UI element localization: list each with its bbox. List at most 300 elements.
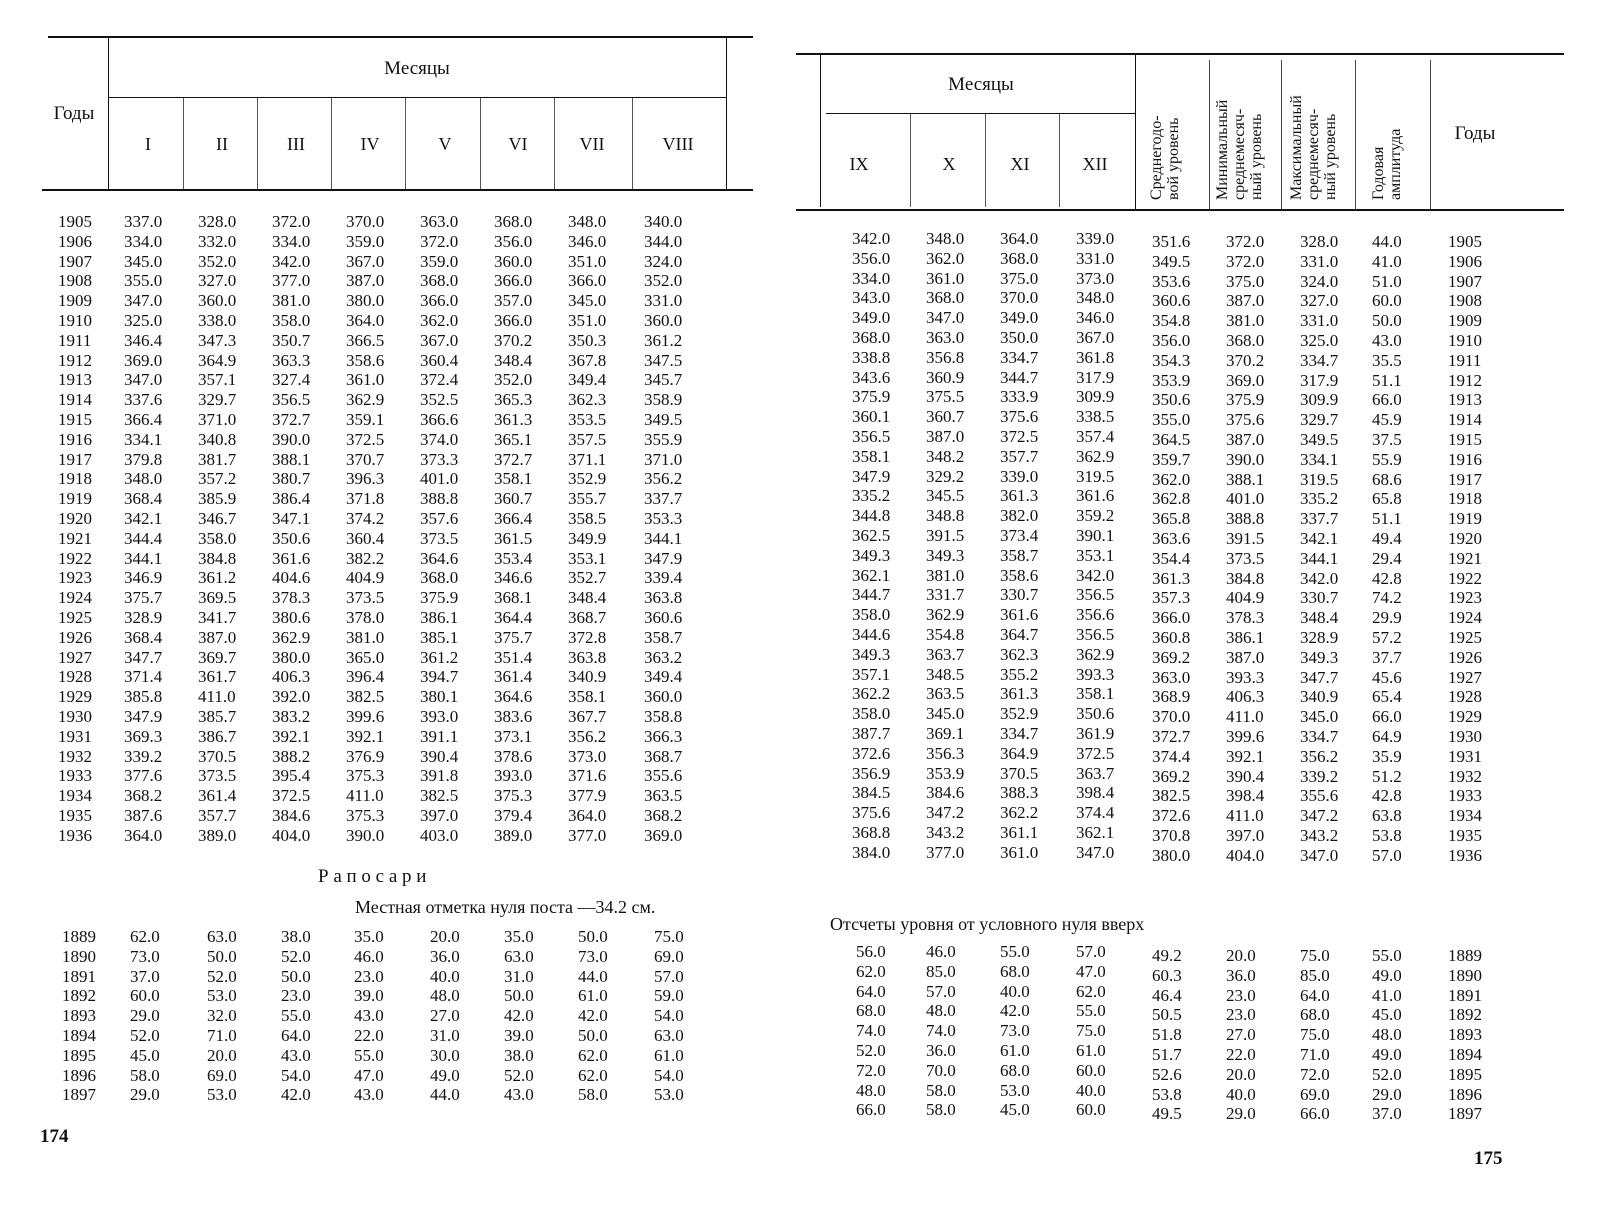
table-cell: 50.0 <box>207 946 237 966</box>
table-cell: 361.2 <box>420 647 459 667</box>
table-cell: 362.0 <box>1152 469 1191 489</box>
table-row-year: 1914 <box>58 390 92 410</box>
table-cell: 331.0 <box>644 291 683 311</box>
table-row-year: 1933 <box>1448 786 1482 806</box>
table-cell: 368.2 <box>124 786 163 806</box>
table-cell: 378.0 <box>346 608 385 627</box>
table-cell: 368.9 <box>1152 687 1191 707</box>
table-cell: 329.7 <box>198 390 237 410</box>
table-cell: 382.5 <box>420 786 459 806</box>
table-cell: 362.0 <box>926 248 965 268</box>
table-cell: 29.0 <box>1372 1084 1402 1104</box>
table-row-year: 1930 <box>58 707 92 726</box>
table-cell: 348.0 <box>926 229 965 248</box>
table-cell: 360.4 <box>420 350 459 370</box>
table-cell: 370.8 <box>1152 826 1191 845</box>
table-cell: 64.0 <box>856 981 886 1001</box>
table-cell: 365.8 <box>1152 509 1191 529</box>
table-row-year: 1924 <box>1448 608 1482 628</box>
table-cell: 47.0 <box>354 1065 384 1085</box>
table-cell: 340.9 <box>1300 687 1339 707</box>
table-cell: 369.0 <box>124 350 163 370</box>
table-cell: 349.3 <box>852 545 891 565</box>
table-cell: 382.0 <box>1000 506 1039 526</box>
table-cell: 369.3 <box>124 726 163 746</box>
table-cell: 51.8 <box>1152 1025 1182 1045</box>
table-cell: 324.0 <box>644 251 683 271</box>
table-cell: 344.0 <box>644 231 683 251</box>
table-cell: 353.9 <box>1152 370 1191 390</box>
table-cell: 347.2 <box>926 803 965 823</box>
table-cell: 390.0 <box>346 825 385 845</box>
table-cell: 373.5 <box>346 588 385 608</box>
table-cell: 355.7 <box>568 489 607 509</box>
table-cell: 375.6 <box>852 803 891 823</box>
table-row-year: 1917 <box>1448 469 1482 489</box>
table-cell: 387.7 <box>852 724 891 743</box>
table-cell: 387.6 <box>124 806 163 825</box>
table-cell: 347.0 <box>1300 845 1339 865</box>
table-cell: 50.5 <box>1152 1005 1182 1025</box>
table-cell: 334.0 <box>272 231 311 251</box>
table-cell: 356.9 <box>852 763 891 783</box>
table-cell: 43.0 <box>504 1085 534 1105</box>
table-cell: 35.5 <box>1372 350 1402 370</box>
table-cell: 53.0 <box>654 1085 684 1105</box>
table-cell: 361.6 <box>1000 605 1039 625</box>
table-cell: 357.5 <box>568 429 607 449</box>
table-cell: 340.0 <box>644 212 683 231</box>
table-cell: 361.0 <box>346 370 385 390</box>
table-cell: 50.0 <box>281 966 311 986</box>
table-cell: 348.4 <box>494 350 533 370</box>
table-cell: 20.0 <box>1226 946 1256 965</box>
table-cell: 353.6 <box>1152 271 1191 291</box>
table-cell: 348.4 <box>568 588 607 608</box>
table-cell: 53.0 <box>207 986 237 1006</box>
top-rule <box>796 53 1564 55</box>
table-cell: 354.4 <box>1152 548 1191 568</box>
table-cell: 69.0 <box>207 1065 237 1085</box>
table-cell: 377.6 <box>124 766 163 786</box>
table-cell: 358.0 <box>852 704 891 724</box>
table-cell: 53.0 <box>1000 1080 1030 1100</box>
table-cell: 358.6 <box>346 350 385 370</box>
table-cell: 366.0 <box>568 271 607 291</box>
table-cell: 388.3 <box>1000 783 1039 803</box>
table-cell: 57.0 <box>1076 942 1106 961</box>
table-cell: 352.0 <box>198 251 237 271</box>
table-cell: 35.0 <box>354 927 384 946</box>
table-cell: 381.0 <box>926 565 965 585</box>
table-cell: 29.9 <box>1372 608 1402 628</box>
table-cell: 358.7 <box>1000 545 1039 565</box>
table-cell: 382.2 <box>346 548 385 568</box>
table-cell: 388.8 <box>1226 509 1265 529</box>
month-divider <box>480 98 481 189</box>
table-cell: 375.3 <box>494 786 533 806</box>
table-cell: 376.9 <box>346 746 385 766</box>
table-cell: 368.0 <box>494 212 533 231</box>
table-cell: 338.0 <box>198 311 237 330</box>
table-cell: 45.0 <box>1000 1100 1030 1120</box>
table-cell: 366.0 <box>420 291 459 311</box>
table-cell: 364.0 <box>1000 229 1039 248</box>
table-cell: 60.0 <box>1076 1060 1106 1080</box>
table-cell: 362.2 <box>852 684 891 704</box>
table-cell: 345.0 <box>1300 707 1339 727</box>
table-cell: 69.0 <box>1300 1084 1330 1104</box>
table-cell: 361.7 <box>198 667 237 687</box>
table-row-year: 1914 <box>1448 410 1482 430</box>
table-cell: 371.0 <box>198 410 237 429</box>
table-cell: 391.5 <box>1226 529 1265 548</box>
table-cell: 362.9 <box>272 627 311 647</box>
table-cell: 373.3 <box>420 449 459 469</box>
table-cell: 344.7 <box>852 585 891 605</box>
table-cell: 45.9 <box>1372 410 1402 430</box>
table-cell: 27.0 <box>430 1006 460 1026</box>
table-cell: 38.0 <box>504 1045 534 1065</box>
table-cell: 372.7 <box>272 410 311 429</box>
month-divider <box>985 114 986 207</box>
table-cell: 344.1 <box>124 548 163 568</box>
table-cell: 51.1 <box>1372 509 1402 529</box>
table-cell: 374.2 <box>346 509 385 528</box>
table-cell: 309.9 <box>1300 390 1339 410</box>
table-cell: 360.0 <box>644 687 683 707</box>
table-cell: 331.0 <box>1300 251 1339 271</box>
table-cell: 342.0 <box>272 251 311 271</box>
table-cell: 349.5 <box>1300 430 1339 449</box>
table-row-year: 1918 <box>1448 489 1482 509</box>
table-row-year: 1919 <box>1448 509 1482 529</box>
table-cell: 36.0 <box>430 946 460 966</box>
table-row-year: 1913 <box>1448 390 1482 410</box>
table-cell: 396.4 <box>346 667 385 687</box>
column-divider <box>1209 60 1210 209</box>
table-cell: 372.5 <box>1076 743 1115 763</box>
table-cell: 64.0 <box>281 1026 311 1045</box>
table-cell: 63.0 <box>654 1026 684 1045</box>
month-divider <box>632 98 633 189</box>
table-cell: 358.1 <box>852 446 891 466</box>
table-cell: 347.0 <box>926 308 965 328</box>
table-cell: 391.5 <box>926 526 965 545</box>
table-cell: 58.0 <box>926 1080 956 1100</box>
table-cell: 346.4 <box>124 330 163 350</box>
table-cell: 358.5 <box>568 509 607 528</box>
table-cell: 350.6 <box>1076 704 1115 724</box>
table-cell: 329.7 <box>1300 410 1339 430</box>
table-cell: 360.9 <box>926 367 965 387</box>
station-note: Местная отметка нуля поста —34.2 см. <box>355 897 656 917</box>
table-row-year: 1907 <box>1448 271 1482 291</box>
table-cell: 363.0 <box>420 212 459 231</box>
month-header-0: IX <box>849 154 869 174</box>
table-cell: 42.0 <box>578 1006 608 1026</box>
table-cell: 369.7 <box>198 647 237 667</box>
page-number: 174 <box>40 1126 69 1147</box>
table-cell: 85.0 <box>926 961 956 981</box>
table-cell: 45.0 <box>130 1045 160 1065</box>
table-cell: 378.3 <box>1226 608 1265 628</box>
table-cell: 52.0 <box>1372 1064 1402 1084</box>
table-cell: 330.7 <box>1300 588 1339 608</box>
table-cell: 349.0 <box>1000 308 1039 328</box>
table-cell: 360.0 <box>198 291 237 311</box>
table-cell: 30.0 <box>430 1045 460 1065</box>
table-cell: 328.0 <box>1300 232 1339 251</box>
table-cell: 50.0 <box>504 986 534 1006</box>
table-cell: 55.0 <box>1000 942 1030 961</box>
table-cell: 363.6 <box>1152 529 1191 548</box>
table-cell: 354.8 <box>926 625 965 644</box>
table-cell: 366.3 <box>644 726 683 746</box>
table-cell: 386.4 <box>272 489 311 509</box>
table-cell: 352.5 <box>420 390 459 410</box>
month-divider <box>1059 114 1060 207</box>
years-header: Годы <box>1454 123 1496 144</box>
table-cell: 375.9 <box>420 588 459 608</box>
table-cell: 350.7 <box>272 330 311 350</box>
table-cell: 368.0 <box>1000 248 1039 268</box>
table-cell: 362.9 <box>1076 446 1115 466</box>
table-cell: 42.0 <box>281 1085 311 1105</box>
table-cell: 49.0 <box>430 1065 460 1085</box>
table-cell: 345.5 <box>926 486 965 506</box>
table-cell: 368.0 <box>852 328 891 347</box>
table-row-year: 1933 <box>58 766 92 786</box>
table-cell: 380.0 <box>272 647 311 667</box>
table-cell: 52.0 <box>281 946 311 966</box>
table-cell: 395.4 <box>272 766 311 786</box>
table-cell: 349.3 <box>926 545 965 565</box>
table-cell: 398.4 <box>1076 783 1115 803</box>
table-cell: 346.9 <box>124 568 163 588</box>
table-cell: 357.7 <box>1000 446 1039 466</box>
table-cell: 370.7 <box>346 449 385 469</box>
table-cell: 345.0 <box>926 704 965 724</box>
table-cell: 317.9 <box>1300 370 1339 390</box>
table-row-year: 1925 <box>58 608 92 627</box>
table-cell: 55.0 <box>1076 1001 1106 1021</box>
table-cell: 48.0 <box>1372 1025 1402 1045</box>
table-cell: 20.0 <box>1226 1064 1256 1084</box>
table-row-year: 1892 <box>1448 1005 1482 1025</box>
header-bottom-rule <box>42 189 753 191</box>
table-cell: 73.0 <box>130 946 160 966</box>
table-cell: 372.6 <box>852 743 891 763</box>
table-cell: 387.0 <box>1226 291 1265 311</box>
table-cell: 22.0 <box>354 1026 384 1045</box>
table-cell: 309.9 <box>1076 387 1115 407</box>
table-cell: 403.0 <box>420 825 459 845</box>
table-cell: 337.0 <box>124 212 163 231</box>
table-cell: 317.9 <box>1076 367 1115 387</box>
table-cell: 54.0 <box>654 1006 684 1026</box>
table-row-year: 1925 <box>1448 628 1482 647</box>
table-cell: 342.0 <box>1300 568 1339 588</box>
months-right-border <box>726 38 727 189</box>
table-cell: 369.1 <box>926 724 965 743</box>
table-row-year: 1894 <box>62 1026 96 1045</box>
table-cell: 361.0 <box>926 268 965 288</box>
table-cell: 366.0 <box>494 311 533 330</box>
table-cell: 367.8 <box>568 350 607 370</box>
table-row-year: 1920 <box>58 509 92 528</box>
table-cell: 346.0 <box>568 231 607 251</box>
table-cell: 36.0 <box>1226 965 1256 985</box>
table-row-year: 1908 <box>1448 291 1482 311</box>
table-cell: 361.8 <box>1076 347 1115 367</box>
table-cell: 42.8 <box>1372 568 1402 588</box>
table-cell: 343.2 <box>1300 826 1339 845</box>
table-cell: 20.0 <box>430 927 460 946</box>
table-cell: 368.0 <box>420 271 459 291</box>
table-cell: 361.2 <box>198 568 237 588</box>
table-row-year: 1912 <box>58 350 92 370</box>
table-cell: 355.2 <box>1000 664 1039 684</box>
table-row-year: 1922 <box>58 548 92 568</box>
table-cell: 364.9 <box>1000 743 1039 763</box>
month-header-1: II <box>216 134 228 154</box>
table-cell: 35.9 <box>1372 746 1402 766</box>
table-cell: 391.1 <box>420 726 459 746</box>
table-cell: 370.0 <box>1152 707 1191 727</box>
table-cell: 355.0 <box>1152 410 1191 430</box>
table-cell: 29.0 <box>1226 1104 1256 1124</box>
table-cell: 347.9 <box>852 466 891 486</box>
table-cell: 406.3 <box>272 667 311 687</box>
table-cell: 20.0 <box>207 1045 237 1065</box>
table-cell: 373.0 <box>1076 268 1115 288</box>
table-cell: 57.0 <box>654 966 684 986</box>
left-page <box>0 0 790 1211</box>
table-cell: 350.0 <box>1000 328 1039 347</box>
table-row-year: 1906 <box>58 231 92 251</box>
table-cell: 66.0 <box>856 1100 886 1120</box>
max-level-header: Максимальный среднемесяч- ный уровень <box>1288 95 1339 200</box>
table-cell: 355.6 <box>1300 786 1339 806</box>
table-cell: 411.0 <box>346 786 384 806</box>
table-row-year: 1921 <box>1448 548 1482 568</box>
amplitude-header: Годовая амплитуда <box>1370 128 1404 200</box>
table-cell: 43.0 <box>354 1085 384 1105</box>
table-cell: 59.0 <box>654 986 684 1006</box>
table-cell: 44.0 <box>430 1085 460 1105</box>
table-cell: 404.6 <box>272 568 311 588</box>
table-cell: 338.5 <box>1076 407 1115 427</box>
table-row-year: 1889 <box>62 927 96 946</box>
table-cell: 379.4 <box>494 806 533 825</box>
table-cell: 342.1 <box>124 509 163 528</box>
table-cell: 44.0 <box>1372 232 1402 251</box>
table-cell: 68.0 <box>1300 1005 1330 1025</box>
table-cell: 375.7 <box>124 588 163 608</box>
table-cell: 347.3 <box>198 330 237 350</box>
table-cell: 348.8 <box>926 506 965 526</box>
table-cell: 364.0 <box>346 311 385 330</box>
table-cell: 385.7 <box>198 707 237 726</box>
table-cell: 58.0 <box>926 1100 956 1120</box>
table-cell: 51.0 <box>1372 271 1402 291</box>
table-cell: 371.4 <box>124 667 163 687</box>
table-cell: 377.0 <box>568 825 607 845</box>
table-cell: 61.0 <box>1000 1041 1030 1060</box>
table-cell: 362.9 <box>346 390 385 410</box>
table-cell: 358.0 <box>852 605 891 625</box>
table-cell: 75.0 <box>1076 1021 1106 1041</box>
table-cell: 361.0 <box>1000 842 1039 862</box>
table-cell: 348.0 <box>1076 288 1115 308</box>
table-cell: 57.0 <box>926 981 956 1001</box>
table-cell: 390.4 <box>1226 766 1265 786</box>
table-row-year: 1922 <box>1448 568 1482 588</box>
table-cell: 337.7 <box>644 489 683 509</box>
table-cell: 65.8 <box>1372 489 1402 509</box>
table-cell: 40.0 <box>1226 1084 1256 1104</box>
table-cell: 362.9 <box>926 605 965 625</box>
table-cell: 37.7 <box>1372 647 1402 667</box>
table-cell: 390.0 <box>1226 449 1265 469</box>
table-cell: 333.9 <box>1000 387 1039 407</box>
month-divider <box>183 98 184 189</box>
table-cell: 373.0 <box>568 746 607 766</box>
table-cell: 334.7 <box>1300 727 1339 746</box>
table-cell: 350.6 <box>272 528 311 548</box>
table-row-year: 1890 <box>1448 965 1482 985</box>
table-cell: 367.7 <box>568 707 607 726</box>
table-cell: 361.9 <box>1076 724 1115 743</box>
table-cell: 327.0 <box>1300 291 1339 311</box>
table-cell: 356.5 <box>852 427 891 446</box>
table-row-year: 1915 <box>58 410 92 429</box>
table-cell: 353.3 <box>644 509 683 528</box>
table-cell: 61.0 <box>654 1045 684 1065</box>
table-cell: 356.2 <box>1300 746 1339 766</box>
min-level-header: Минимальный среднемесяч- ный уровень <box>1214 99 1265 200</box>
table-cell: 346.7 <box>198 509 237 528</box>
table-cell: 340.9 <box>568 667 607 687</box>
table-cell: 369.2 <box>1152 647 1191 667</box>
table-cell: 372.8 <box>568 627 607 647</box>
table-row-year: 1906 <box>1448 251 1482 271</box>
table-cell: 50.0 <box>578 927 608 946</box>
table-cell: 72.0 <box>856 1060 886 1080</box>
table-cell: 343.2 <box>926 823 965 842</box>
table-cell: 380.7 <box>272 469 311 489</box>
table-cell: 390.1 <box>1076 526 1115 545</box>
table-row-year: 1931 <box>1448 746 1482 766</box>
table-cell: 46.0 <box>926 942 956 961</box>
table-cell: 50.0 <box>578 1026 608 1045</box>
table-cell: 364.4 <box>494 608 533 627</box>
table-cell: 39.0 <box>504 1026 534 1045</box>
table-cell: 31.0 <box>430 1026 460 1045</box>
table-cell: 387.0 <box>926 427 965 446</box>
table-cell: 372.6 <box>1152 806 1191 826</box>
table-cell: 368.7 <box>568 608 607 627</box>
table-cell: 356.0 <box>1152 331 1191 350</box>
table-cell: 393.3 <box>1226 667 1265 687</box>
table-cell: 32.0 <box>207 1006 237 1026</box>
table-cell: 401.0 <box>1226 489 1265 509</box>
table-cell: 346.0 <box>1076 308 1115 328</box>
table-cell: 45.0 <box>1372 1005 1402 1025</box>
station-title: Р а п о с а р и <box>318 866 427 887</box>
table-cell: 51.1 <box>1372 370 1402 390</box>
